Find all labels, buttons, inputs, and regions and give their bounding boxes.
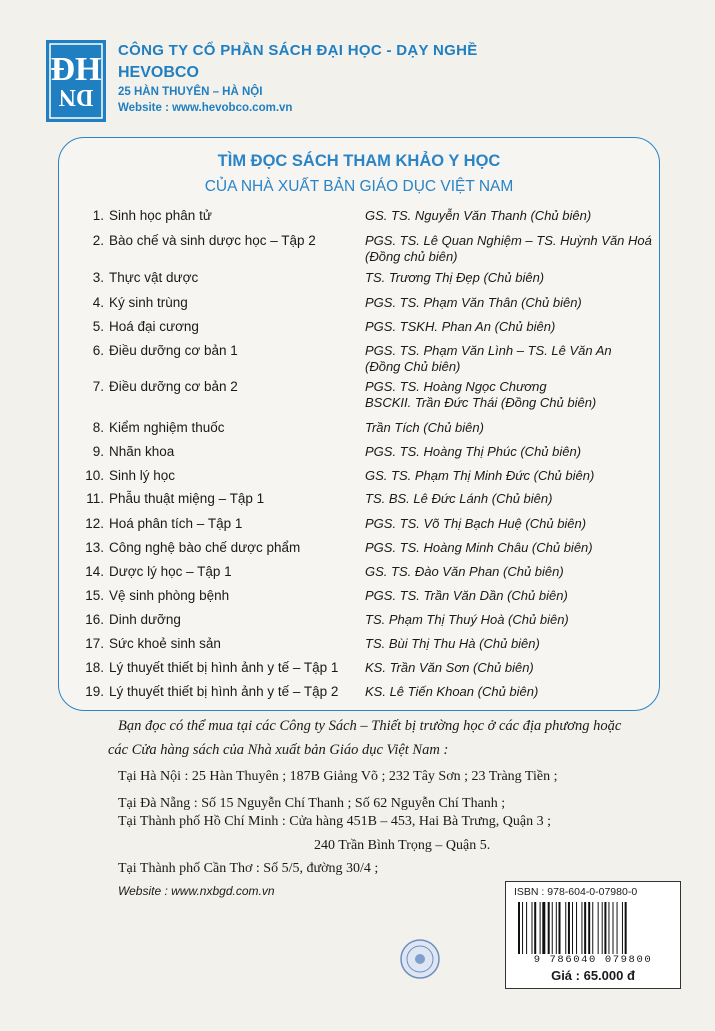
svg-text:DN: DN (58, 84, 94, 110)
book-number: 5. (92, 319, 104, 334)
book-title: Phẫu thuật miệng – Tập 1 (109, 491, 265, 506)
retail-intro-line-2: các Cửa hàng sách của Nhà xuất bản Giáo dục Việt Nam : (108, 742, 449, 758)
book-author-line: GS. TS. Nguyễn Văn Thanh (Chủ biên) (365, 208, 592, 223)
dh-dn-logo-icon (46, 40, 106, 122)
book-authors (365, 444, 581, 460)
book-author-line: KS. Lê Tiến Khoan (Chủ biên) (365, 684, 539, 699)
price-label: Giá : 65.000 đ (551, 968, 635, 983)
book-title: Dược lý học – Tập 1 (109, 564, 232, 579)
book-number: 6. (92, 343, 104, 358)
book-title: Sinh lý học (109, 468, 176, 483)
book-authors (365, 270, 544, 286)
book-authors (365, 491, 552, 507)
book-author-line: GS. TS. Phạm Thị Minh Đức (Chủ biên) (365, 468, 595, 483)
company-website: Website : www.hevobco.com.vn (118, 102, 293, 114)
book-title: Hoá đại cương (109, 319, 199, 334)
book-author-line: TS. Trương Thị Đẹp (Chủ biên) (365, 270, 545, 285)
book-authors (365, 540, 593, 556)
book-number: 11. (86, 491, 104, 506)
book-number: 18. (85, 660, 104, 675)
book-author-line: (Đồng Chủ biên) (365, 359, 461, 374)
isbn-block (505, 881, 681, 989)
book-author-line: Trần Tích (Chủ biên) (365, 420, 484, 435)
book-number: 16. (85, 612, 104, 627)
book-authors (365, 233, 652, 265)
book-number: 9. (92, 444, 104, 459)
book-authors (365, 612, 569, 628)
book-title: Lý thuyết thiết bị hình ảnh y tế – Tập 1 (109, 660, 339, 675)
book-number: 1. (92, 208, 104, 223)
isbn-digits: 9 786040 079800 (533, 954, 653, 966)
book-title: Nhãn khoa (109, 444, 175, 459)
book-author-line: (Đồng chủ biên) (365, 249, 458, 264)
company-address: 25 HÀN THUYÊN – HÀ NỘI (118, 86, 263, 98)
book-title: Điều dưỡng cơ bản 2 (109, 379, 238, 394)
book-title: Thực vật dược (109, 270, 199, 285)
book-number: 13. (85, 540, 104, 555)
book-title: Sinh học phân tử (109, 208, 212, 223)
retail-hanoi: Tại Hà Nội : 25 Hàn Thuyên ; 187B Giảng Võ ; 232 Tây Sơn ; 23 Tràng Tiền ; (118, 769, 558, 784)
book-number: 17. (85, 636, 104, 651)
retail-hcm-1: Tại Thành phố Hồ Chí Minh : Cửa hàng 451B – 453, Hai Bà Trưng, Quận 3 ; (118, 814, 551, 829)
book-author-line: PGS. TS. Hoàng Ngọc Chương (365, 379, 547, 394)
book-title: Dinh dưỡng (109, 612, 181, 627)
book-author-line: PGS. TS. Hoàng Minh Châu (Chủ biên) (365, 540, 593, 555)
book-authors (365, 379, 596, 411)
isbn-label: ISBN : 978-604-0-07980-0 (514, 886, 638, 898)
barcode-icon (518, 902, 668, 954)
book-authors (365, 420, 484, 436)
svg-text:ĐH: ĐH (50, 51, 102, 88)
book-author-line: GS. TS. Đào Văn Phan (Chủ biên) (365, 564, 564, 579)
book-authors (365, 343, 612, 375)
brand-name: HEVOBCO (118, 64, 199, 81)
book-number: 7. (92, 379, 104, 394)
book-author-line: KS. Trần Văn Sơn (Chủ biên) (365, 660, 534, 675)
book-author-line: TS. BS. Lê Đức Lánh (Chủ biên) (365, 491, 553, 506)
book-number: 10. (85, 468, 104, 483)
company-name: CÔNG TY CỔ PHẦN SÁCH ĐẠI HỌC - DẠY NGHỀ (118, 42, 478, 59)
publisher-header (46, 40, 686, 122)
book-title: Công nghệ bào chế dược phẩm (109, 540, 301, 555)
book-author-line: PGS. TS. Phạm Văn Lình – TS. Lê Văn An (365, 343, 612, 358)
book-author-line: PGS. TS. Trần Văn Dần (Chủ biên) (365, 588, 568, 603)
book-authors (365, 468, 594, 484)
retail-cantho: Tại Thành phố Cần Thơ : Số 5/5, đường 30/4 ; (118, 861, 379, 876)
book-authors (365, 564, 564, 580)
book-number: 14. (85, 564, 104, 579)
book-author-line: PGS. TSKH. Phan An (Chủ biên) (365, 319, 556, 334)
book-authors (365, 208, 591, 224)
book-author-line: PGS. TS. Võ Thị Bạch Huệ (Chủ biên) (365, 516, 587, 531)
retail-website: Website : www.nxbgd.com.vn (118, 884, 275, 898)
book-authors (365, 295, 582, 311)
book-authors (365, 636, 540, 652)
book-number: 19. (85, 684, 104, 699)
book-author-line: PGS. TS. Phạm Văn Thân (Chủ biên) (365, 295, 582, 310)
book-title: Ký sinh trùng (109, 295, 188, 310)
book-author-line: TS. Phạm Thị Thuý Hoà (Chủ biên) (365, 612, 569, 627)
publisher-seal-icon (399, 938, 441, 980)
book-title: Bào chế và sinh dược học – Tập 2 (109, 233, 316, 248)
book-title: Vệ sinh phòng bệnh (109, 588, 230, 603)
book-number: 12. (85, 516, 104, 531)
retail-danang: Tại Đà Nẵng : Số 15 Nguyễn Chí Thanh ; Số 62 Nguyễn Chí Thanh ; (118, 796, 506, 811)
book-author-line: BSCKII. Trần Đức Thái (Đồng Chủ biên) (365, 395, 597, 410)
book-title: Lý thuyết thiết bị hình ảnh y tế – Tập 2 (109, 684, 339, 699)
book-title: Sức khoẻ sinh sản (109, 636, 221, 651)
book-author-line: PGS. TS. Hoàng Thị Phúc (Chủ biên) (365, 444, 582, 459)
book-authors (365, 588, 568, 604)
book-author-line: PGS. TS. Lê Quan Nghiệm – TS. Huỳnh Văn Hoá (365, 233, 652, 248)
book-title: Kiểm nghiệm thuốc (109, 420, 225, 435)
book-author-line: TS. Bùi Thị Thu Hà (Chủ biên) (365, 636, 540, 651)
retail-intro-line-1: Bạn đọc có thể mua tại các Công ty Sách – Thiết bị trường học ở các địa phương hoặc (118, 718, 622, 734)
book-number: 15. (85, 588, 104, 603)
book-number: 4. (92, 295, 104, 310)
book-authors (365, 684, 538, 700)
book-number: 2. (92, 233, 104, 248)
book-title: Điều dưỡng cơ bản 1 (109, 343, 238, 358)
book-authors (365, 319, 555, 335)
book-authors (365, 516, 586, 532)
retail-hcm-2: 240 Trần Bình Trọng – Quận 5. (314, 838, 491, 853)
book-number: 3. (92, 270, 104, 285)
list-title: TÌM ĐỌC SÁCH THAM KHẢO Y HỌC (217, 152, 501, 170)
book-title: Hoá phân tích – Tập 1 (109, 516, 243, 531)
book-list-panel (58, 137, 660, 711)
book-number: 8. (92, 420, 104, 435)
list-subtitle: CỦA NHÀ XUẤT BẢN GIÁO DỤC VIỆT NAM (204, 178, 514, 195)
book-authors (365, 660, 534, 676)
